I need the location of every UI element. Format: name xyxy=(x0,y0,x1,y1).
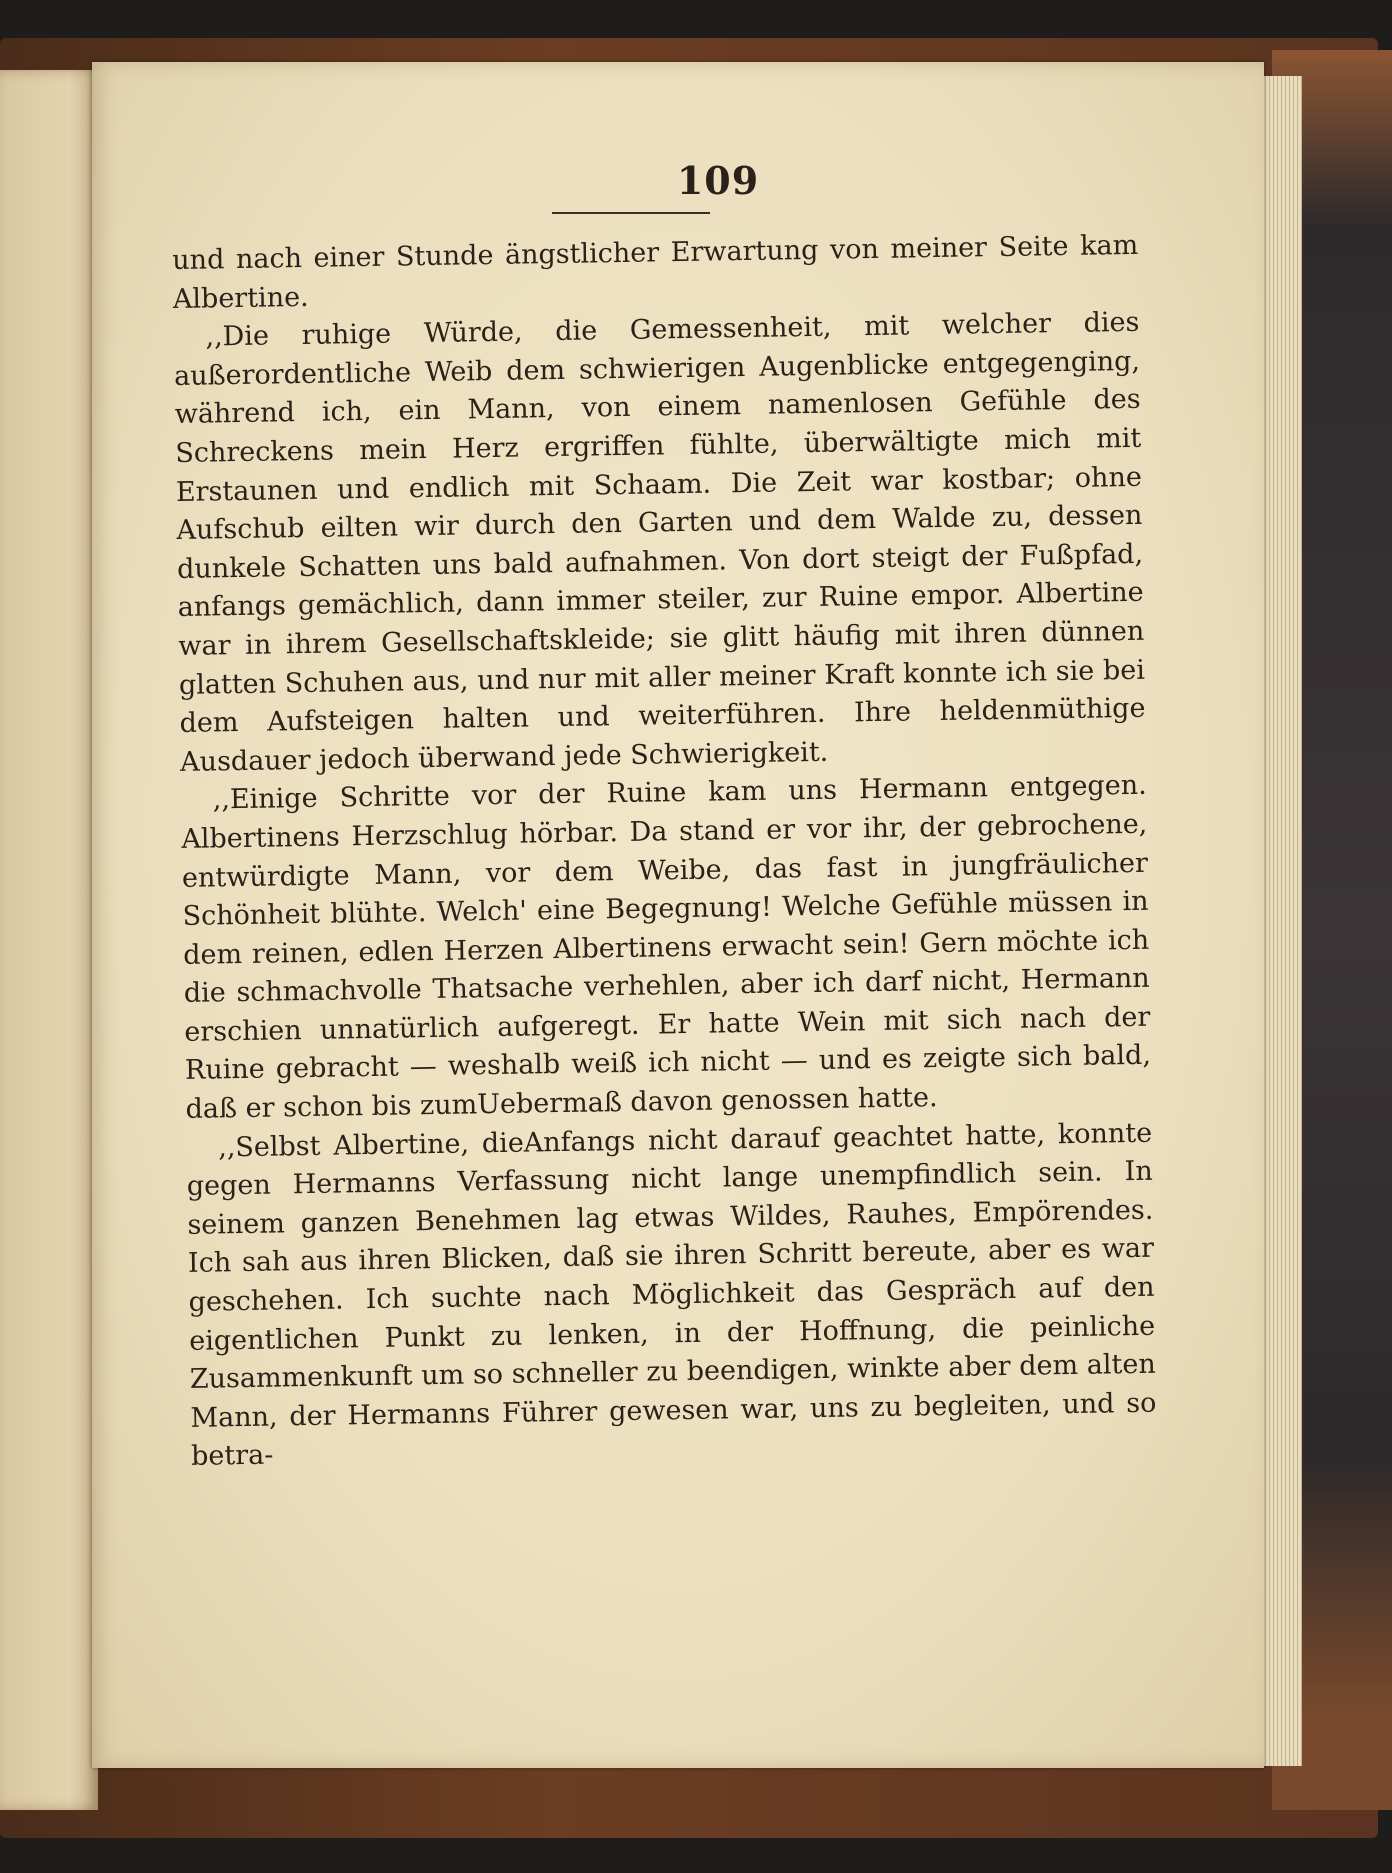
paragraph: ,,Einige Schritte vor der Ruine kam uns Hermann entgegen. Albertinens Herzschlug hörbar. Da stand er vor ihr, der gebrochene, entwürdigte Mann, vor dem Weibe, das fast in jungfräulicher Schönheit blühte. Welch' eine Begegnung! Welche Gefühle müssen in dem reinen, edlen Herzen Albertinens erwacht sein! Gern möchte ich die schmachvolle Thatsache verhehlen, aber ich darf nicht, Hermann erschien unnatürlich aufgeregt. Er hatte Wein mit sich nach der Ruine gebracht — weshalb weiß ich nicht — und es zeigte sich bald, daß er schon bis zumUebermaß davon genossen hatte. xyxy=(181,770,1152,1125)
page-number: 109 xyxy=(676,158,760,203)
paragraph: ,,Selbst Albertine, dieAnfangs nicht darauf geachtet hatte, konnte gegen Hermanns Verfassung nicht lange unempfindlich sein. In seinem ganzen Benehmen lag etwas Wildes, Rauhes, Empörendes. Ich sah aus ihren Blicken, daß sie ihren Schritt bereute, aber es war geschehen. Ich suchte nach Möglichkeit das Gespräch auf den eigentlichen Punkt zu lenken, in der Hoffnung, die peinliche Zusammenkunft um so schneller zu beendigen, winkte aber dem alten Mann, der Hermanns Führer gewesen war, uns zu begleiten, und so betra- xyxy=(186,1117,1157,1473)
body-text xyxy=(172,227,1157,1477)
paragraph: ,,Die ruhige Würde, die Gemessenheit, mit welcher dies außerordentliche Weib dem schwierigen Augenblicke entgegenging, während ich, ein Mann, von einem namenlosen Gefühle des Schreckens mein Herz ergriffen fühlte, überwältigte mich mit Erstaunen und endlich mit Schaam. Die Zeit war kostbar; ohne Aufschub eilten wir durch den Garten und dem Walde zu, dessen dunkele Schatten uns bald aufnahmen. Von dort steigt der Fußpfad, anfangs gemächlich, dann immer steiler, zur Ruine empor. Albertine war in ihrem Gesellschaftskleide; sie glitt häufig mit ihren dünnen glatten Schuhen aus, und nur mit aller meiner Kraft konnte ich sie bei dem Aufsteigen halten und weiterführen. Ihre heldenmüthige Ausdauer jedoch überwand jede Schwierigkeit. xyxy=(173,307,1146,778)
header-rule xyxy=(552,212,710,214)
paragraph: und nach einer Stunde ängstlicher Erwartung von meiner Seite kam Albertine. xyxy=(172,229,1139,315)
page-stack-edge xyxy=(1262,76,1302,1766)
book-page xyxy=(92,62,1264,1768)
facing-page-edge xyxy=(0,70,98,1810)
